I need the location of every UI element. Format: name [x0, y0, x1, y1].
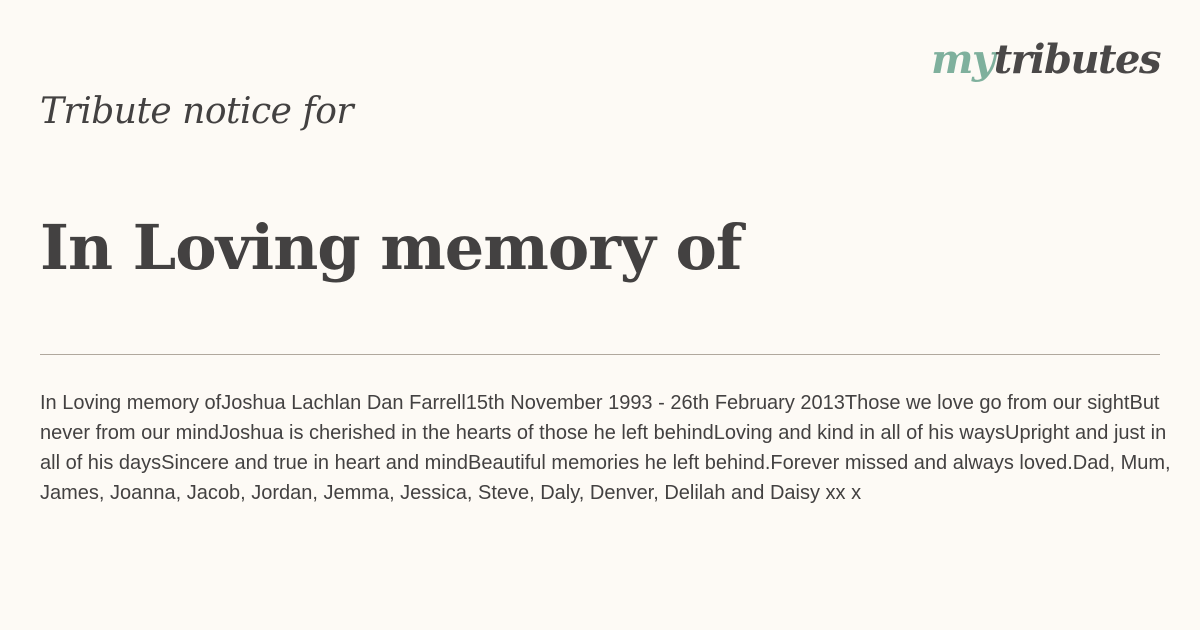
notice-title: In Loving memory of — [40, 211, 742, 284]
notice-body: In Loving memory ofJoshua Lachlan Dan Farrell15th November 1993 - 26th February 2013Those we love go from our sightBut never from our mindJoshua is cherished in the hearts of those he left behindLoving and kind in all of his waysUpright and just in all of his daysSincere and true in heart and mindBeautiful memories he left behind.Forever missed and always loved.Dad, Mum, James, Joanna, Jacob, Jordan, Jemma, Jessica, Steve, Daly, Denver, Delilah and Daisy xx x — [40, 392, 1171, 504]
notice-subtitle: Tribute notice for — [40, 91, 354, 132]
logo-prefix: my — [931, 36, 994, 83]
section-divider — [40, 354, 1160, 355]
mytributes-logo[interactable] — [931, 32, 1160, 88]
logo-suffix: tributes — [993, 36, 1160, 83]
